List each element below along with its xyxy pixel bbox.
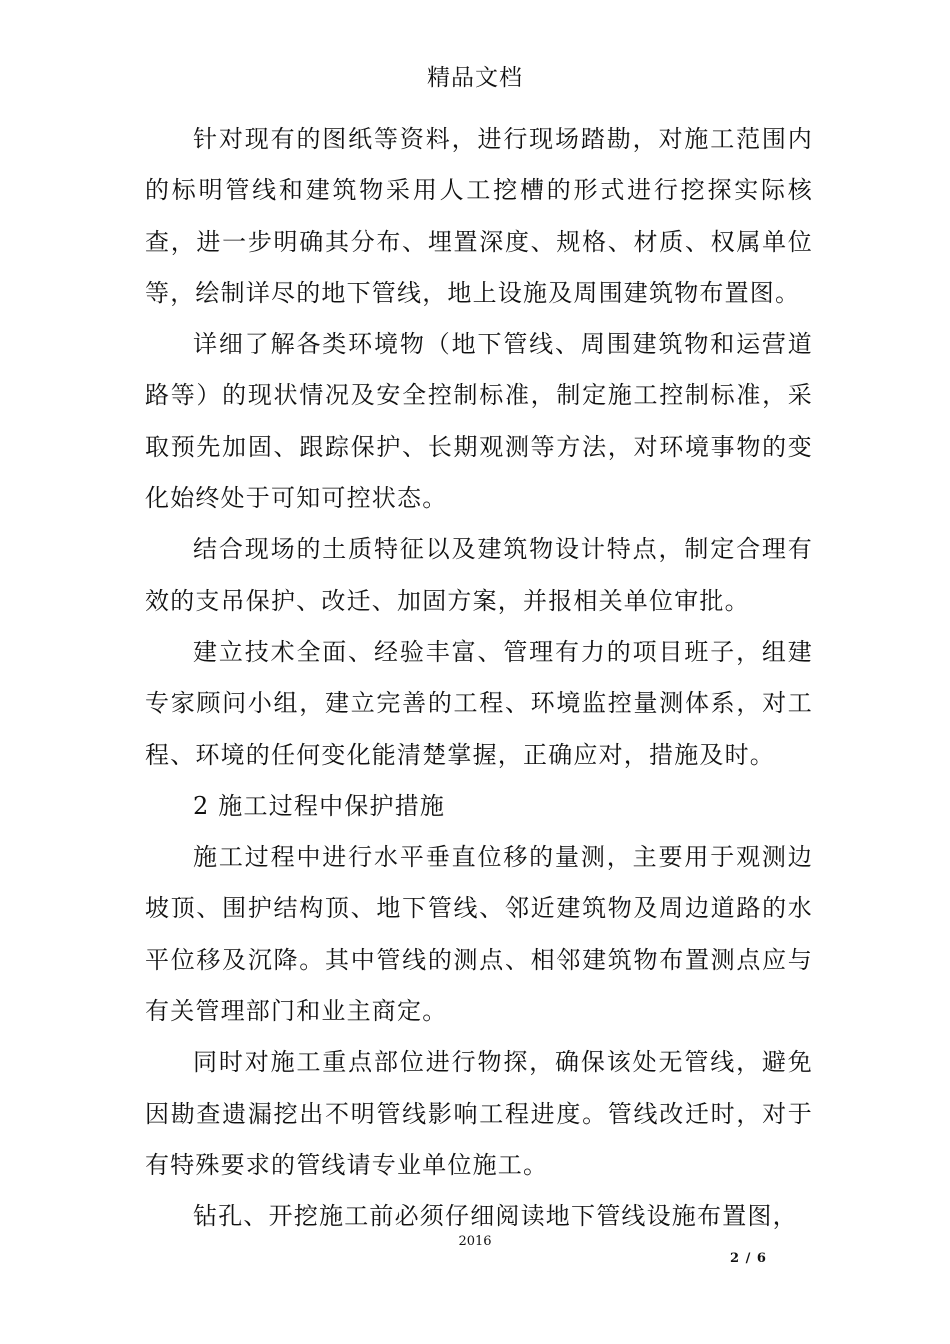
paragraph: 施工过程中进行水平垂直位移的量测，主要用于观测边坡顶、围护结构顶、地下管线、邻近建筑物及周边道路的水平位移及沉降。其中管线的测点、相邻建筑物布置测点应与有关管理部门和业主商定。 bbox=[145, 843, 813, 1026]
paragraph: 建立技术全面、经验丰富、管理有力的项目班子，组建专家顾问小组，建立完善的工程、环境监控量测体系，对工程、环境的任何变化能清楚掌握，正确应对，措施及时。 bbox=[145, 637, 813, 769]
page-number: 2 / 6 bbox=[730, 1251, 767, 1266]
page-header-title: 精品文档 bbox=[427, 65, 523, 91]
paragraph: 详细了解各类环境物（地下管线、周围建筑物和运营道路等）的现状情况及安全控制标准，制定施工控制标准，采取预先加固、跟踪保护、长期观测等方法，对环境事物的变化始终处于可知可控状态。 bbox=[145, 330, 813, 513]
document-body bbox=[145, 114, 813, 1243]
paragraph: 结合现场的土质特征以及建筑物设计特点，制定合理有效的支吊保护、改迁、加固方案，并报相关单位审批。 bbox=[145, 535, 813, 615]
section-heading: 2 施工过程中保护措施 bbox=[193, 791, 446, 820]
paragraph: 钻孔、开挖施工前必须仔细阅读地下管线设施布置图， bbox=[193, 1202, 798, 1231]
footer-year: 2016 bbox=[458, 1234, 492, 1249]
paragraph: 针对现有的图纸等资料，进行现场踏勘，对施工范围内的标明管线和建筑物采用人工挖槽的形式进行挖探实际核查，进一步明确其分布、埋置深度、规格、材质、权属单位等，绘制详尽的地下管线，地上设施及周围建筑物布置图。 bbox=[145, 125, 813, 307]
paragraph: 同时对施工重点部位进行物探，确保该处无管线，避免因勘查遗漏挖出不明管线影响工程进度。管线改迁时，对于有特殊要求的管线请专业单位施工。 bbox=[145, 1048, 813, 1179]
